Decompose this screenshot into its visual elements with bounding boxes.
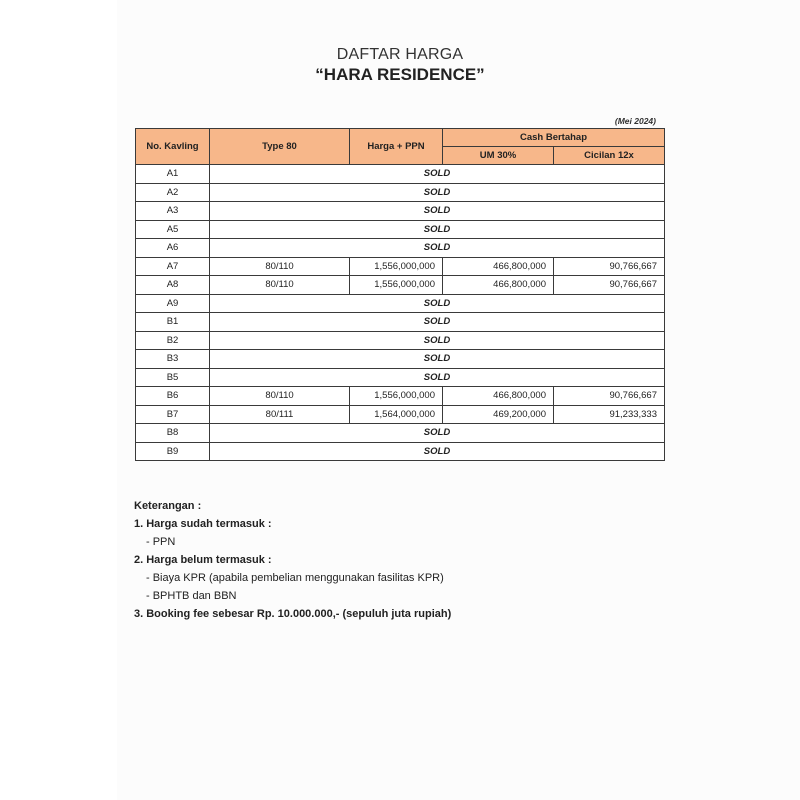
table-row <box>136 313 665 332</box>
price-table <box>135 128 665 461</box>
cell-status-sold: SOLD <box>210 313 665 332</box>
note-item-2-sub-2: - BPHTB dan BBN <box>146 590 237 602</box>
table-row <box>136 331 665 350</box>
cell-cicilan: 91,233,333 <box>554 405 665 424</box>
cell-kavling: B9 <box>136 442 210 461</box>
table-row <box>136 257 665 276</box>
table-row <box>136 350 665 369</box>
note-item-2-sub-1: - Biaya KPR (apabila pembelian menggunakan fasilitas KPR) <box>146 572 444 584</box>
cell-cicilan: 90,766,667 <box>554 257 665 276</box>
cell-status-sold: SOLD <box>210 202 665 221</box>
table-row <box>136 294 665 313</box>
table-row <box>136 387 665 406</box>
table-row <box>136 165 665 184</box>
col-header-um: UM 30% <box>443 147 554 165</box>
table-row <box>136 424 665 443</box>
cell-kavling: B6 <box>136 387 210 406</box>
cell-kavling: B7 <box>136 405 210 424</box>
cell-kavling: A8 <box>136 276 210 295</box>
cell-status-sold: SOLD <box>210 165 665 184</box>
cell-type: 80/110 <box>210 387 350 406</box>
cell-kavling: A6 <box>136 239 210 258</box>
table-row <box>136 442 665 461</box>
cell-kavling: B5 <box>136 368 210 387</box>
col-header-cash-bertahap: Cash Bertahap <box>443 129 665 147</box>
col-header-cicilan: Cicilan 12x <box>554 147 665 165</box>
cell-status-sold: SOLD <box>210 442 665 461</box>
table-body <box>136 165 665 461</box>
notes-section <box>134 497 634 623</box>
note-item-2: 2. Harga belum termasuk : <box>134 554 272 566</box>
cell-status-sold: SOLD <box>210 220 665 239</box>
table-row <box>136 202 665 221</box>
table-row <box>136 276 665 295</box>
cell-cicilan: 90,766,667 <box>554 276 665 295</box>
cell-type: 80/110 <box>210 257 350 276</box>
cell-status-sold: SOLD <box>210 424 665 443</box>
table-row <box>136 368 665 387</box>
cell-harga: 1,556,000,000 <box>350 387 443 406</box>
cell-status-sold: SOLD <box>210 183 665 202</box>
cell-kavling: A5 <box>136 220 210 239</box>
cell-status-sold: SOLD <box>210 331 665 350</box>
note-item-3: 3. Booking fee sebesar Rp. 10.000.000,- (sepuluh juta rupiah) <box>134 608 452 620</box>
cell-um: 469,200,000 <box>443 405 554 424</box>
notes-heading: Keterangan : <box>134 500 202 512</box>
cell-kavling: A2 <box>136 183 210 202</box>
cell-kavling: B3 <box>136 350 210 369</box>
cell-kavling: B8 <box>136 424 210 443</box>
cell-um: 466,800,000 <box>443 257 554 276</box>
cell-status-sold: SOLD <box>210 239 665 258</box>
col-header-harga: Harga + PPN <box>350 129 443 165</box>
cell-harga: 1,556,000,000 <box>350 276 443 295</box>
cell-um: 466,800,000 <box>443 387 554 406</box>
cell-kavling: B2 <box>136 331 210 350</box>
cell-cicilan: 90,766,667 <box>554 387 665 406</box>
cell-kavling: A3 <box>136 202 210 221</box>
cell-status-sold: SOLD <box>210 294 665 313</box>
note-item-1: 1. Harga sudah termasuk : <box>134 518 272 530</box>
cell-type: 80/110 <box>210 276 350 295</box>
cell-status-sold: SOLD <box>210 350 665 369</box>
table-row <box>136 239 665 258</box>
cell-harga: 1,564,000,000 <box>350 405 443 424</box>
cell-um: 466,800,000 <box>443 276 554 295</box>
table-row <box>136 220 665 239</box>
col-header-no-kavling: No. Kavling <box>136 129 210 165</box>
cell-kavling: A7 <box>136 257 210 276</box>
cell-kavling: A9 <box>136 294 210 313</box>
document-title: DAFTAR HARGA <box>336 46 464 63</box>
cell-status-sold: SOLD <box>210 368 665 387</box>
date-note: (Mei 2024) <box>614 116 656 126</box>
note-item-1-sub-1: - PPN <box>146 536 176 548</box>
project-name: “HARA RESIDENCE” <box>315 65 485 84</box>
cell-type: 80/111 <box>210 405 350 424</box>
table-row <box>136 405 665 424</box>
cell-harga: 1,556,000,000 <box>350 257 443 276</box>
col-header-type: Type 80 <box>210 129 350 165</box>
table-row <box>136 183 665 202</box>
cell-kavling: B1 <box>136 313 210 332</box>
cell-kavling: A1 <box>136 165 210 184</box>
